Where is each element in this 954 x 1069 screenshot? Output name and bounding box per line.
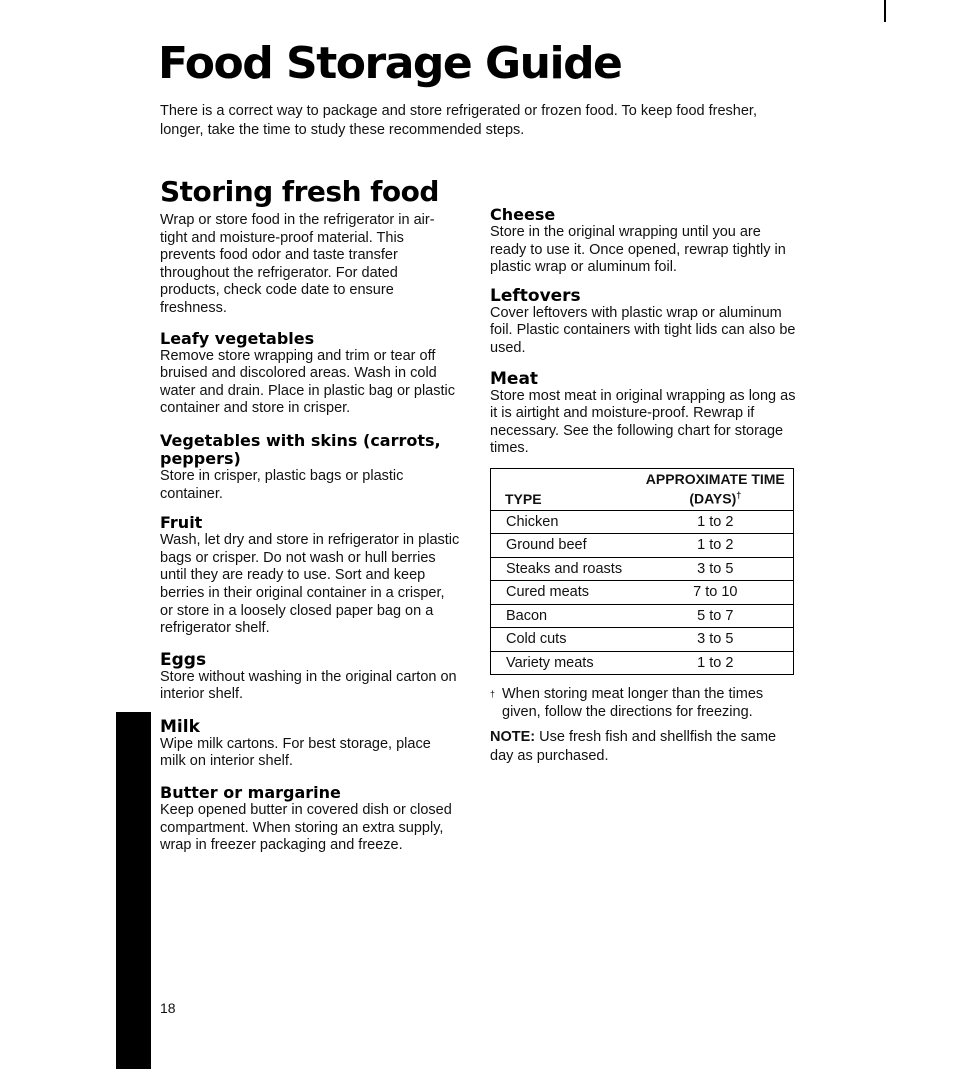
days-cell: 7 to 10 [638, 581, 794, 605]
leafy-vegetables-text: Remove store wrapping and trim or tear off bruised and discolored areas. Wash in cold water and drain. Place in plastic bag or plastic container and store in crisper. [160, 347, 455, 417]
days-cell: 1 to 2 [638, 534, 794, 558]
time-header-line1: APPROXIMATE TIME [645, 470, 785, 487]
time-column-header [638, 468, 794, 510]
meat-type-cell: Variety meats [491, 651, 638, 675]
days-cell: 1 to 2 [638, 651, 794, 675]
section-title: Storing fresh food [160, 175, 439, 208]
eggs-heading: Eggs [160, 649, 207, 670]
days-cell: 3 to 5 [638, 557, 794, 581]
days-cell: 1 to 2 [638, 510, 794, 534]
page-title: Food Storage Guide [158, 38, 622, 89]
footnote-text: When storing meat longer than the times given, follow the directions for freezing. [502, 686, 764, 721]
section-tab-bar [116, 712, 151, 1069]
eggs-text: Store without washing in the original carton on interior shelf. [160, 668, 457, 703]
footnote-mark: † [490, 689, 496, 700]
table-row [491, 510, 794, 534]
days-cell: 3 to 5 [638, 628, 794, 652]
fruit-heading: Fruit [160, 513, 203, 533]
meat-storage-table [490, 468, 794, 675]
leftovers-text: Cover leftovers with plastic wrap or aluminum foil. Plastic containers with tight lids can also be used. [490, 304, 796, 356]
meat-type-cell: Cold cuts [491, 628, 638, 652]
meat-type-cell: Steaks and roasts [491, 557, 638, 581]
page-number: 18 [160, 1000, 176, 1016]
meat-text: Store most meat in original wrapping as long as it is airtight and moisture-proof. Rewrap if necessary. See the following chart for storage times. [490, 387, 796, 457]
type-column-header: TYPE [505, 490, 542, 507]
vegetables-with-skins-heading: Vegetables with skins (carrots, peppers) [160, 430, 441, 468]
meat-type-cell: Chicken [491, 510, 638, 534]
meat-heading: Meat [490, 368, 539, 389]
fruit-text: Wash, let dry and store in refrigerator in plastic bags or crisper. Do not wash or hull berries until they are ready to use. Sort and keep berries in their original container in a crisper, or store in a loosely closed paper bag on a refrigerator shelf. [160, 532, 460, 637]
meat-type-cell: Cured meats [491, 581, 638, 605]
page-edge-mark [884, 0, 886, 22]
butter-text: Keep opened butter in covered dish or closed compartment. When storing an extra supply, wrap in freezer packaging and freeze. [160, 802, 452, 854]
meat-table-header [491, 468, 794, 510]
note-text: Use fresh fish and shellfish the same day as purchased. [490, 729, 777, 765]
milk-text: Wipe milk cartons. For best storage, place milk on interior shelf. [160, 735, 431, 770]
vegetables-with-skins-text: Store in crisper, plastic bags or plastic container. [160, 467, 404, 502]
storing-intro-text: Wrap or store food in the refrigerator in air-tight and moisture-proof material. This prevents food odor and taste transfer throughout the refrigerator. For dated products, check code date to ensure freshness. [160, 212, 435, 316]
page-intro: There is a correct way to package and store refrigerated or frozen food. To keep food fresher, longer, take the time to study these recommended steps. [160, 103, 757, 138]
table-row [491, 604, 794, 628]
days-cell: 5 to 7 [638, 604, 794, 628]
note-label: NOTE: [490, 729, 536, 746]
meat-type-cell: Ground beef [491, 534, 638, 558]
meat-type-cell: Bacon [491, 604, 638, 628]
table-footnote [490, 685, 800, 721]
table-row [491, 534, 794, 558]
leftovers-heading: Leftovers [490, 285, 581, 306]
table-row [491, 651, 794, 675]
right-column [490, 206, 800, 766]
time-header-line2: (DAYS) [689, 490, 737, 507]
table-row [491, 581, 794, 605]
milk-heading: Milk [160, 716, 200, 737]
cheese-heading: Cheese [490, 205, 556, 224]
cheese-text: Store in the original wrapping until you are ready to use it. Once opened, rewrap tightly in plastic wrap or aluminum foil. [490, 224, 786, 276]
fish-note [490, 728, 800, 766]
time-header-footnote-mark: † [736, 489, 742, 500]
butter-heading: Butter or margarine [160, 783, 341, 803]
table-row [491, 628, 794, 652]
table-row [491, 557, 794, 581]
left-column [160, 212, 460, 855]
leafy-vegetables-heading: Leafy vegetables [160, 328, 315, 348]
